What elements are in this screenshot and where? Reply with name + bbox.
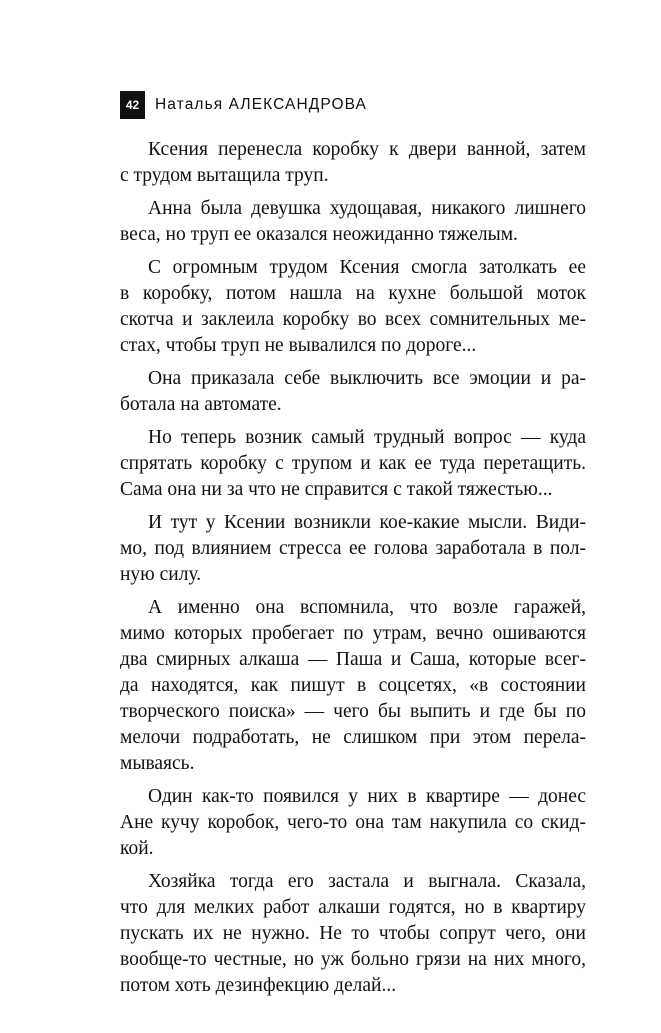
text-line: кой. [120, 838, 154, 859]
paragraph [120, 869, 586, 999]
text-line: потом хоть дезинфекцию делай... [120, 975, 397, 996]
text-line: ботала на автомате. [120, 394, 282, 415]
text-line: И тут у Ксении возникли кое-какие мысли. Види- [148, 512, 586, 533]
text-line: мываясь. [120, 753, 195, 774]
paragraph [120, 255, 586, 359]
text-line: спрятать коробку с трупом и как ее туда перетащить. [120, 453, 586, 474]
paragraph [120, 510, 586, 588]
paragraph [120, 784, 586, 862]
text-line: Но теперь возник самый трудный вопрос — куда [148, 427, 586, 448]
text-line: стах, чтобы труп не вывалился по дороге... [120, 335, 477, 356]
paragraph [120, 366, 586, 418]
running-head-author: Наталья АЛЕКСАНДРОВА [155, 96, 367, 113]
text-line: Хозяйка тогда его застала и выгнала. Сказала, [148, 871, 586, 892]
text-line: мелочи подработать, не слишком при этом перела- [120, 727, 586, 748]
text-line: ную силу. [120, 564, 202, 585]
text-line: два смирных алкаша — Паша и Саша, которые всег- [120, 649, 586, 670]
text-line: пускать их не нужно. Не то чтобы сопрут чего, они [120, 923, 586, 944]
text-line: Ксения перенесла коробку к двери ванной, затем [148, 139, 586, 160]
text-line: Один как-то появился у них в квартире — донес [148, 786, 586, 807]
paragraph [120, 595, 586, 777]
text-line: да находятся, как пишут в соцсетях, «в состоянии [120, 675, 586, 696]
text-line: с трудом вытащила труп. [120, 165, 329, 186]
text-line: С огромным трудом Ксения смогла затолкать ее [148, 257, 586, 278]
text-line: мо, под влиянием стресса ее голова заработала в пол- [120, 538, 586, 559]
body-text [120, 137, 586, 1006]
text-line: А именно она вспомнила, что возле гаражей, [148, 597, 586, 618]
text-line: скотча и заклеила коробку во всех сомнительных ме- [120, 309, 586, 330]
text-line: Ане кучу коробок, чего-то она там накупила со скид- [120, 812, 586, 833]
text-line: веса, но труп ее оказался неожиданно тяжелым. [120, 224, 518, 245]
page-header [120, 91, 367, 119]
paragraph [120, 425, 586, 503]
text-line: мимо которых пробегает по утрам, вечно ошиваются [120, 623, 586, 644]
text-line: вообще-то честные, но уж больно грязи на них много, [120, 949, 586, 970]
text-line: творческого поиска» — чего бы выпить и где бы по [120, 701, 586, 722]
text-line: что для мелких работ алкаши годятся, но в квартиру [120, 897, 586, 918]
page-number: 42 [120, 91, 145, 119]
text-line: Она приказала себе выключить все эмоции и ра- [148, 368, 586, 389]
text-line: в коробку, потом нашла на кухне большой моток [120, 283, 586, 304]
paragraph [120, 196, 586, 248]
paragraph [120, 137, 586, 189]
text-line: Анна была девушка худощавая, никакого лишнего [148, 198, 586, 219]
text-line: Сама она ни за что не справится с такой тяжестью... [120, 479, 553, 500]
